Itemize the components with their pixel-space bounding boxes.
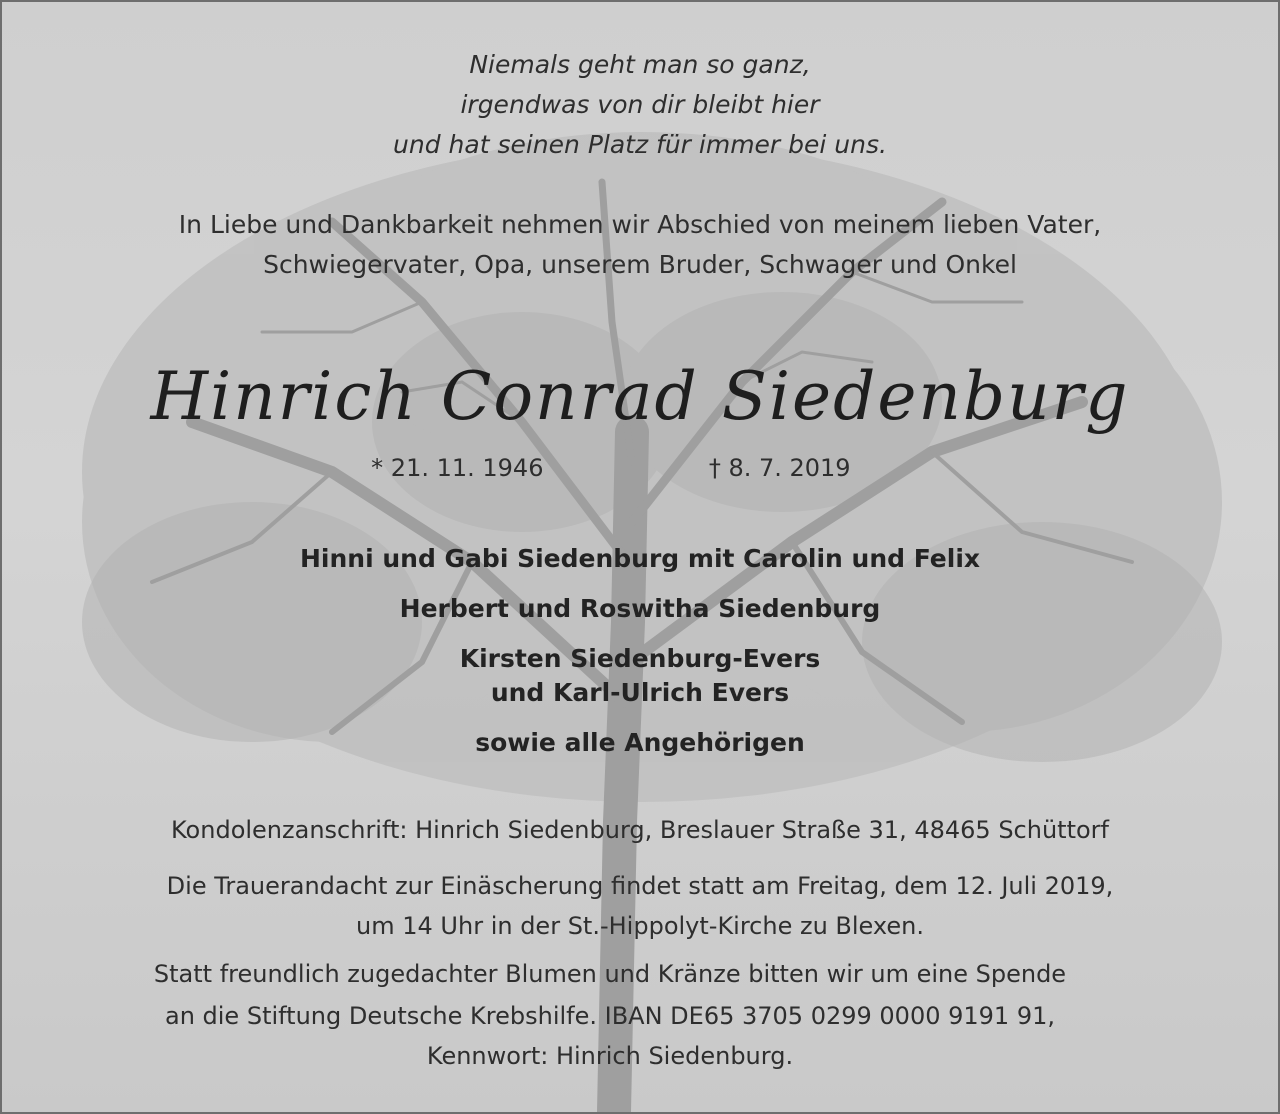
poem-line-3: und hat seinen Platz für immer bei uns. <box>393 130 887 159</box>
family-line-2: Herbert und Roswitha Siedenburg <box>399 594 881 623</box>
service-line-1: Die Trauerandacht zur Einäscherung findet statt am Freitag, dem 12. Juli 2019, <box>166 872 1114 900</box>
service-line-2: um 14 Uhr in der St.-Hippolyt-Kirche zu Blexen. <box>356 912 924 940</box>
intro-line-2: Schwiegervater, Opa, unserem Bruder, Schwager und Onkel <box>263 250 1017 279</box>
family-line-1: Hinni und Gabi Siedenburg mit Carolin und Felix <box>299 544 981 573</box>
donation-line-1: Statt freundlich zugedachter Blumen und Kränze bitten wir um eine Spende <box>153 960 1067 988</box>
poem-line-1: Niemals geht man so ganz, <box>469 50 811 79</box>
intro-line-1: In Liebe und Dankbarkeit nehmen wir Abschied von meinem lieben Vater, <box>178 210 1102 239</box>
family-line-5: sowie alle Angehörigen <box>475 728 805 757</box>
birth-date: * 21. 11. 1946 <box>371 454 544 482</box>
family-line-3: Kirsten Siedenburg-Evers <box>459 644 821 673</box>
donation-line-2: an die Stiftung Deutsche Krebshilfe. IBAN DE65 3705 0299 0000 9191 91, <box>164 1002 1055 1030</box>
deceased-name: Hinrich Conrad Siedenburg <box>150 358 1130 435</box>
poem-line-2: irgendwas von dir bleibt hier <box>460 90 820 119</box>
condolence-address: Kondolenzanschrift: Hinrich Siedenburg, Breslauer Straße 31, 48465 Schüttorf <box>171 816 1109 844</box>
life-dates <box>2 454 1278 482</box>
death-date: † 8. 7. 2019 <box>708 454 851 482</box>
family-line-4: und Karl-Ulrich Evers <box>490 678 790 707</box>
donation-line-3: Kennwort: Hinrich Siedenburg. <box>426 1042 794 1070</box>
